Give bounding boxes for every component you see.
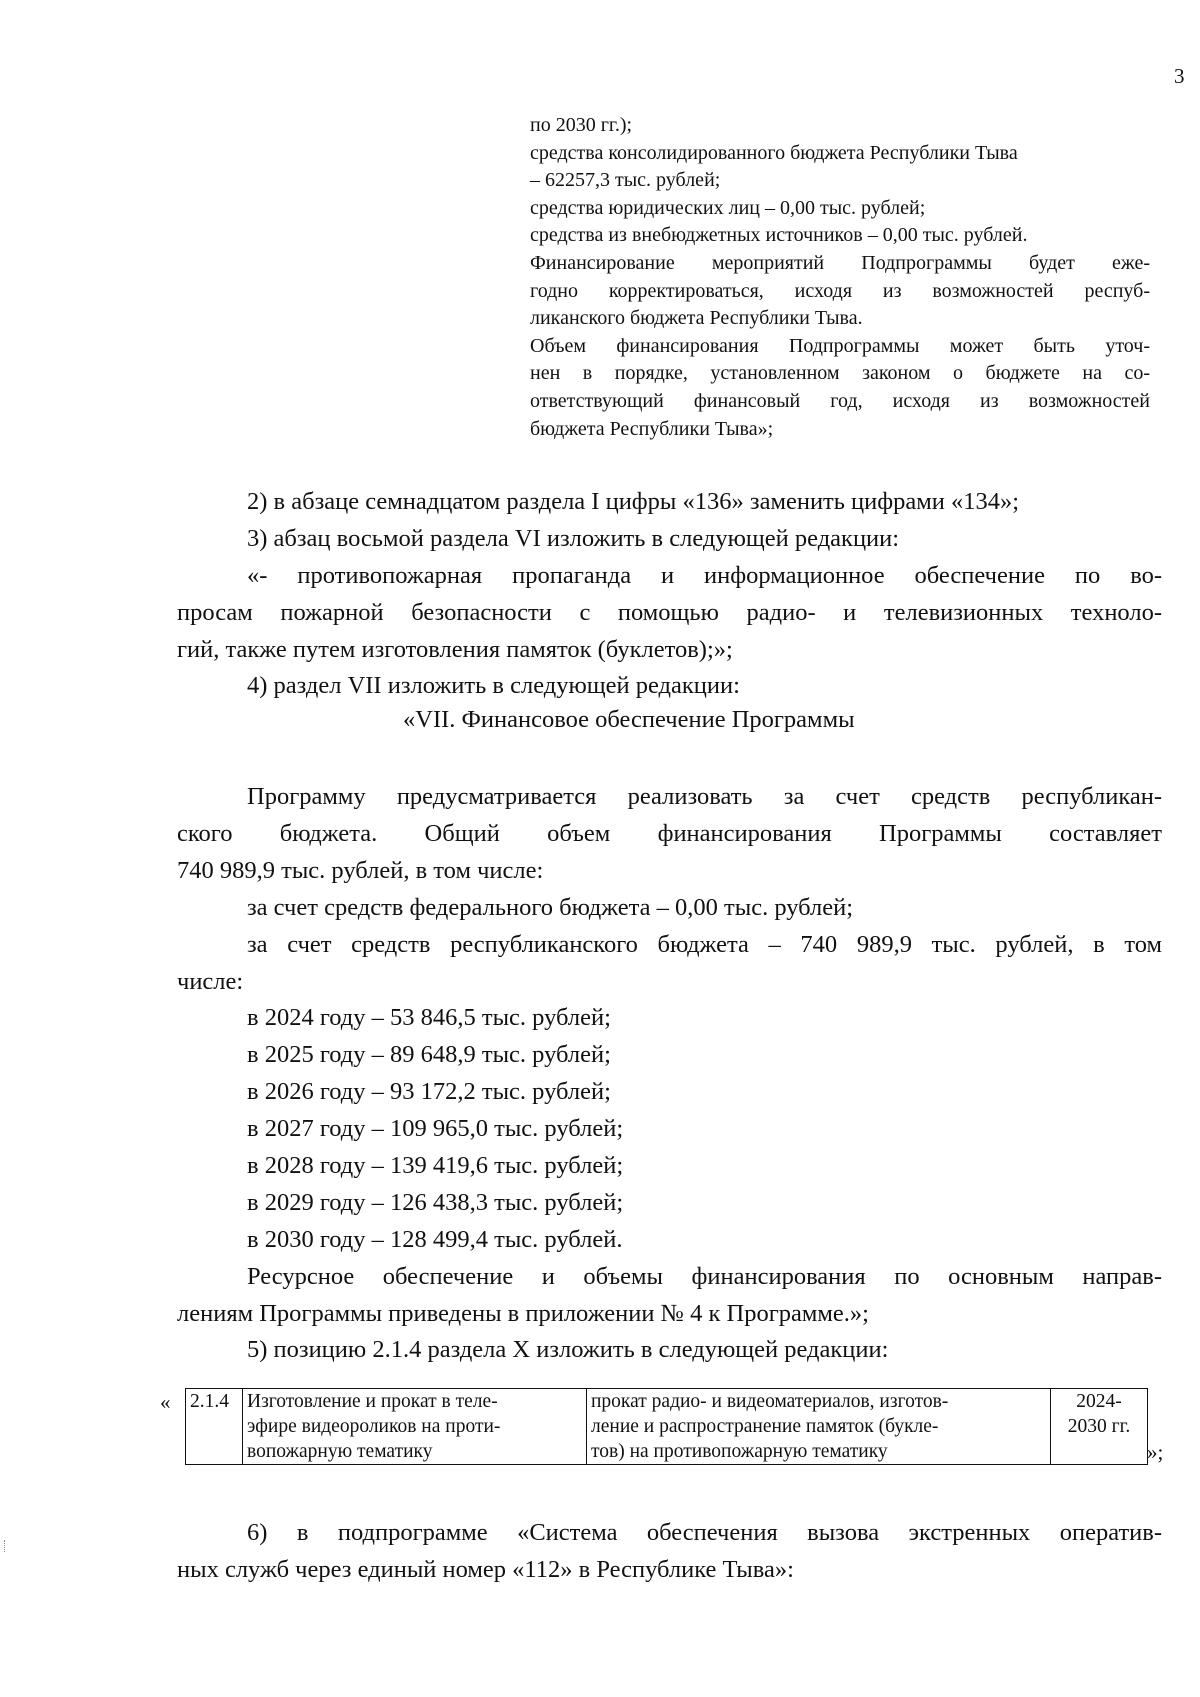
top-line: средства консолидированного бюджета Республики Тыва bbox=[530, 141, 1018, 164]
year-amount: в 2025 году – 89 648,9 тыс. рублей; bbox=[247, 1041, 611, 1068]
cell-line: 2024- bbox=[1076, 1391, 1122, 1412]
finance-line: ского бюджета. Общий объем финансирования Программы составляет bbox=[177, 820, 1162, 847]
cell-line: ление и распространение памяток (букле- bbox=[591, 1416, 939, 1437]
table-close-quote: »; bbox=[1147, 1440, 1164, 1464]
finance-line: за счет средств федерального бюджета – 0,00 тыс. рублей; bbox=[247, 894, 854, 921]
cell-line: Изготовление и прокат в теле- bbox=[247, 1391, 498, 1412]
amendment-6: 6) в подпрограмме «Система обеспечения вызова экстренных оператив- bbox=[247, 1519, 1162, 1546]
top-line: бюджета Республики Тыва»; bbox=[530, 417, 774, 440]
year-amount: в 2029 году – 126 438,3 тыс. рублей; bbox=[247, 1189, 624, 1216]
year-amount: в 2026 году – 93 172,2 тыс. рублей; bbox=[247, 1078, 611, 1105]
cell-line: эфире видеороликов на проти- bbox=[247, 1416, 501, 1437]
top-line: нен в порядке, установленном законом о бюджете на со- bbox=[530, 362, 1150, 385]
measure-name-cell bbox=[243, 1389, 587, 1465]
top-line: ликанского бюджета Республики Тыва. bbox=[530, 307, 863, 330]
resource-line: Ресурсное обеспечение и объемы финансирования по основным направ- bbox=[247, 1263, 1162, 1290]
measure-description-cell bbox=[587, 1389, 1051, 1465]
position-table bbox=[185, 1388, 1148, 1465]
year-amount: в 2028 году – 139 419,6 тыс. рублей; bbox=[247, 1152, 624, 1179]
page-number: 3 bbox=[1174, 64, 1185, 88]
amendment-2: 2) в абзаце семнадцатом раздела I цифры «136» заменить цифрами «134»; bbox=[247, 488, 1020, 515]
top-line: средства из внебюджетных источников – 0,00 тыс. рублей. bbox=[530, 224, 1028, 247]
year-amount: в 2024 году – 53 846,5 тыс. рублей; bbox=[247, 1004, 611, 1031]
resource-line: лениям Программы приведены в приложении № 4 к Программе.»; bbox=[177, 1300, 869, 1327]
finance-line: за счет средств республиканского бюджета – 740 989,9 тыс. рублей, в том bbox=[247, 931, 1162, 958]
cell-line: вопожарную тематику bbox=[247, 1441, 433, 1462]
finance-line: 740 989,9 тыс. рублей, в том числе: bbox=[177, 857, 544, 884]
top-line: Объем финансирования Подпрограммы может быть уточ- bbox=[530, 334, 1150, 357]
amendment-5: 5) позицию 2.1.4 раздела X изложить в следующей редакции: bbox=[247, 1336, 889, 1363]
paragraph-line: гий, также путем изготовления памяток (буклетов);»; bbox=[177, 636, 733, 663]
table-row bbox=[186, 1389, 1148, 1465]
paragraph-line: просам пожарной безопасности с помощью радио- и телевизионных техноло- bbox=[177, 599, 1162, 626]
cell-line: 2030 гг. bbox=[1067, 1416, 1131, 1437]
section-heading: «VII. Финансовое обеспечение Программы bbox=[403, 706, 855, 733]
year-amount: в 2027 году – 109 965,0 тыс. рублей; bbox=[247, 1115, 624, 1142]
paragraph-line: ных служб через единый номер «112» в Республике Тыва»: bbox=[177, 1556, 794, 1583]
finance-line: числе: bbox=[177, 968, 244, 995]
period-cell bbox=[1051, 1389, 1148, 1465]
top-line: средства юридических лиц – 0,00 тыс. рублей; bbox=[530, 196, 926, 219]
year-amount: в 2030 году – 128 499,4 тыс. рублей. bbox=[247, 1226, 623, 1253]
top-line: по 2030 гг.); bbox=[530, 114, 633, 136]
position-number: 2.1.4 bbox=[186, 1389, 243, 1465]
cell-line: прокат радио- и видеоматериалов, изготов- bbox=[591, 1391, 949, 1412]
amendment-3: 3) абзац восьмой раздела VI изложить в следующей редакции: bbox=[247, 525, 900, 552]
top-line: – 62257,3 тыс. рублей; bbox=[530, 169, 721, 192]
top-line: Финансирование мероприятий Подпрограммы будет еже- bbox=[530, 251, 1150, 274]
paragraph-line: «- противопожарная пропаганда и информационное обеспечение по во- bbox=[247, 562, 1162, 589]
finance-line: Программу предусматривается реализовать за счет средств республикан- bbox=[247, 783, 1162, 810]
table-open-quote: « bbox=[160, 1390, 171, 1414]
amendment-4: 4) раздел VII изложить в следующей редакции: bbox=[247, 672, 740, 699]
top-line: ответствующий финансовый год, исходя из возможностей bbox=[530, 389, 1150, 412]
cell-line: тов) на противопожарную тематику bbox=[591, 1441, 888, 1462]
subprogram-finance-block bbox=[530, 112, 1150, 443]
top-line: годно корректироваться, исходя из возможностей респуб- bbox=[530, 279, 1150, 302]
scan-speck bbox=[4, 1540, 9, 1552]
